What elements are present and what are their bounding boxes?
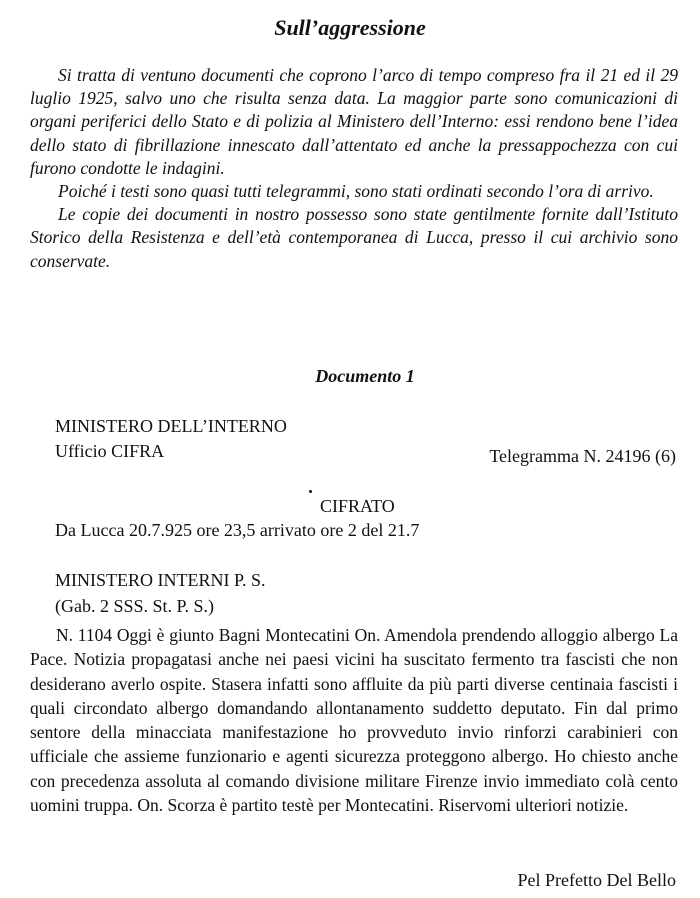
document-heading: Documento 1 [315, 366, 415, 386]
office-name: Ufficio CIFRA [55, 441, 165, 461]
intro-paragraph: Poiché i testi sono quasi tutti telegrammi, sono stati ordinati secondo l’ora di arrivo. [58, 181, 654, 202]
signature: Pel Prefetto Del Bello [517, 870, 676, 890]
ink-dot [309, 490, 312, 493]
gab-reference: (Gab. 2 SSS. St. P. S.) [55, 596, 215, 616]
telegram-body: N. 1104 Oggi è giunto Bagni Montecatini On. Amendola prendendo alloggio albergo La Pace. Notizia propagatasi anche nei paesi vicini ha suscitato fermento tra fascisti che non desiderano averlo ospite. Stasera infatti sono affluite da più parti diverse centinaia fascisti i quali circondato albergo domandando allontanamento suddetto deputato. Fin dal primo sentore della minacciata manifestazione ho provveduto invio rinforzi carabinieri con ufficiale che assieme funzionario e agenti sicurezza proteggono albergo. Ho chiesto anche con precedenza assoluta al comando divisione militare Firenze invio immediato colà cento uomini truppa. On. Scorza è partito testè per Montecatini. Riservomi ulteriori notizie. [30, 625, 678, 816]
page-title: Sull’aggressione [274, 15, 426, 40]
intro-section [30, 64, 678, 273]
intro-paragraph: Le copie dei documenti in nostro possesso sono state gentilmente fornite dall’Istituto Storico della Resistenza e dell’età contemporanea di Lucca, presso il cui archivio sono conservate. [30, 204, 678, 271]
intro-paragraph: Si tratta di ventuno documenti che coprono l’arco di tempo compreso fra il 21 ed il 29 luglio 1925, salvo uno che risulta senza data. La maggior parte sono comunicazioni di organi periferici dello Stato e di polizia al Ministero dell’Interno: essi rendono bene l’idea dello stato di fibrillazione innescato dall’attentato ed anche la pressappochezza con cui furono condotte le indagini. [30, 65, 678, 178]
telegram-number: Telegramma N. 24196 (6) [489, 446, 676, 466]
origin-line: Da Lucca 20.7.925 ore 23,5 arrivato ore 2 del 21.7 [55, 520, 420, 540]
ministry-header: MINISTERO DELL’INTERNO [55, 416, 287, 436]
recipient-line: MINISTERO INTERNI P. S. [55, 570, 266, 590]
cifrato-label: CIFRATO [320, 496, 395, 516]
